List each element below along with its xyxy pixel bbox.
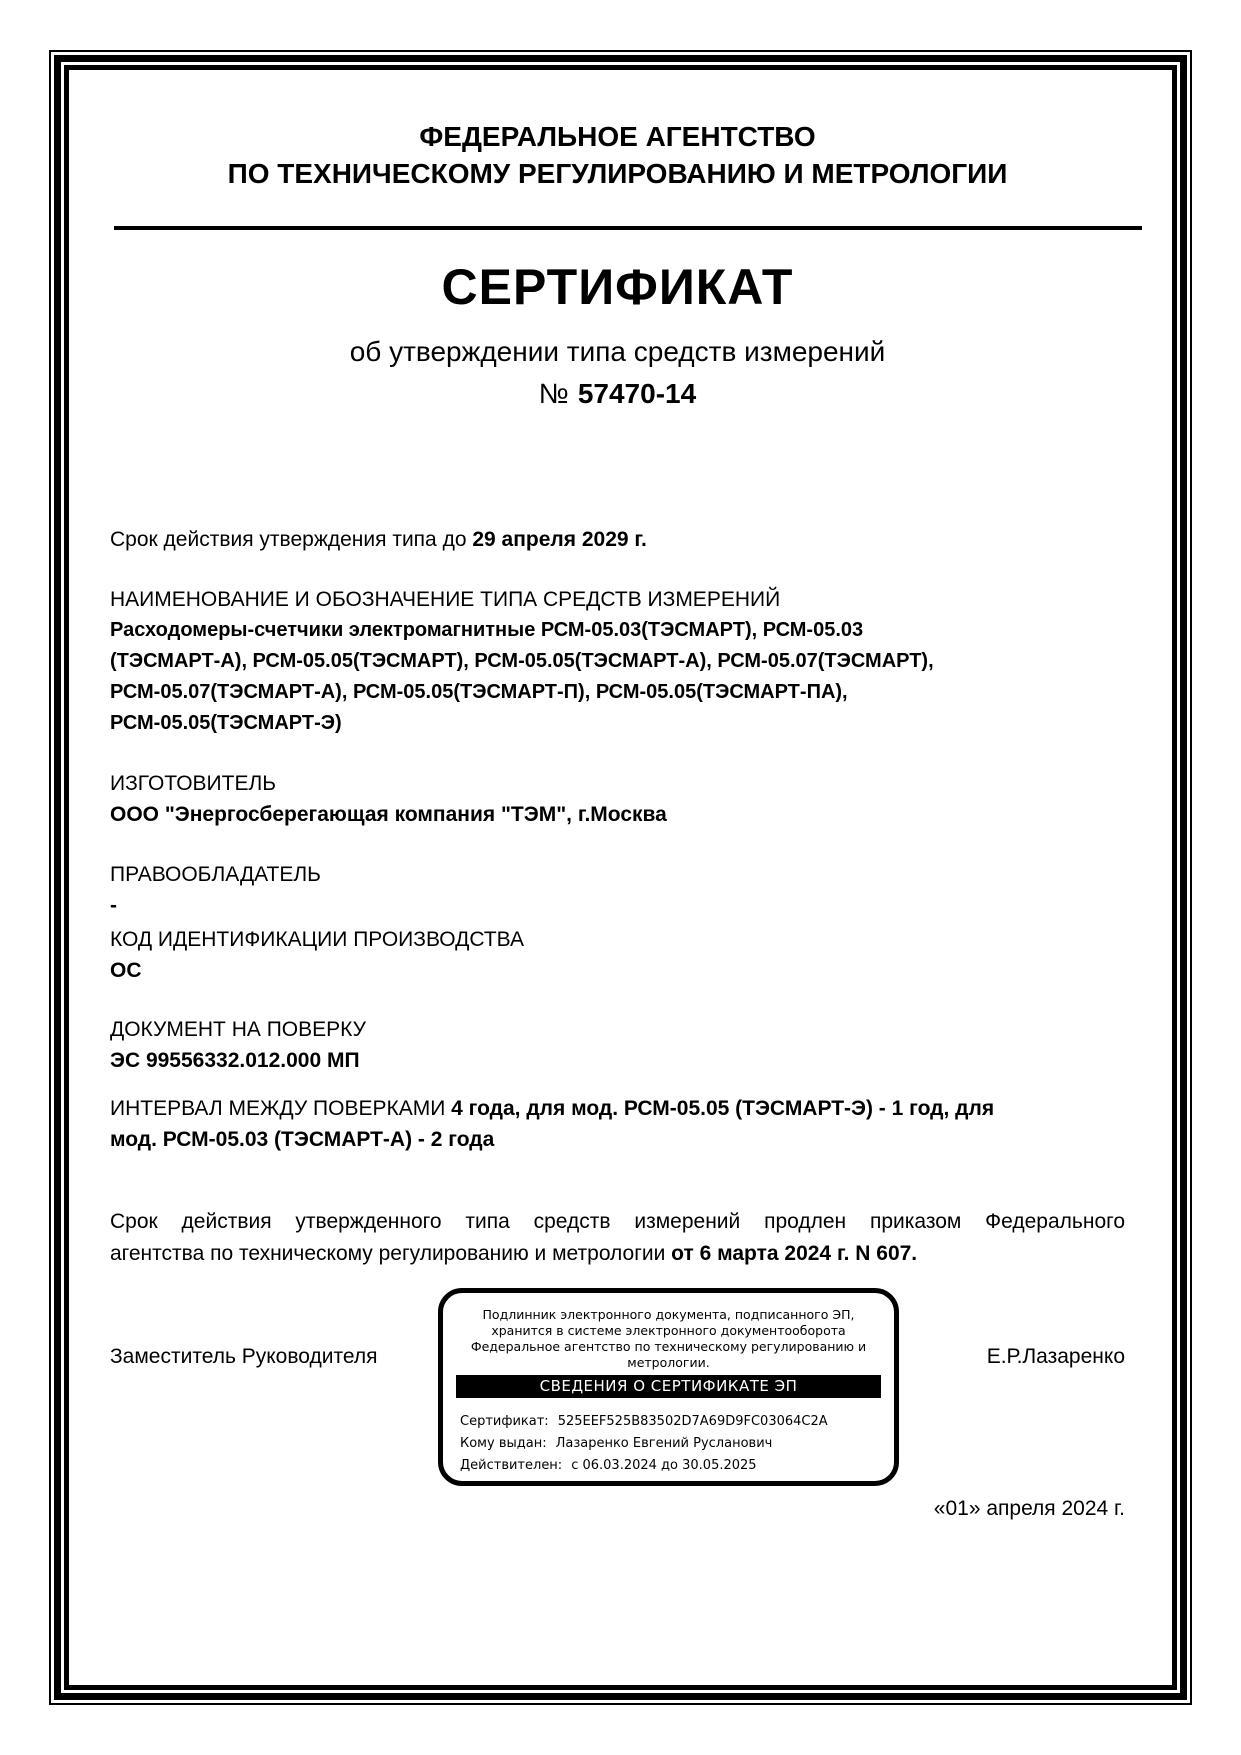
stamp-header-line: Подлинник электронного документа, подписанного ЭП, <box>482 1307 855 1322</box>
validity-value: 29 апреля 2029 г. <box>472 528 647 551</box>
stamp-detail-value: Лазаренко Евгений Русланович <box>555 1436 773 1451</box>
interval-value-line1: 4 года, для мод. РСМ-05.05 (ТЭСМАРТ-Э) - 1 год, для <box>451 1097 995 1120</box>
header-divider <box>114 226 1142 230</box>
document-title: СЕРТИФИКАТ <box>441 259 794 315</box>
stamp-detail-row <box>460 1455 894 1477</box>
verification-doc-label: ДОКУМЕНТ НА ПОВЕРКУ <box>110 1018 366 1041</box>
stamp-detail-label: Действителен: <box>460 1458 563 1473</box>
production-code-value: ОС <box>110 959 142 982</box>
production-code-label: КОД ИДЕНТИФИКАЦИИ ПРОИЗВОДСТВА <box>110 928 524 951</box>
number-sign: № <box>538 378 569 409</box>
name-type-line: (ТЭСМАРТ-А), РСМ-05.05(ТЭСМАРТ), РСМ-05.05(ТЭСМАРТ-А), РСМ-05.07(ТЭСМАРТ), <box>110 650 934 672</box>
name-type-line: РСМ-05.05(ТЭСМАРТ-Э) <box>110 712 342 734</box>
validity-label: Срок действия утверждения типа до <box>110 528 473 551</box>
verification-interval <box>110 1093 1125 1155</box>
number-value: 57470-14 <box>577 378 697 409</box>
signing-date: «01» апреля 2024 г. <box>933 1497 1125 1520</box>
stamp-detail-label: Сертификат: <box>460 1414 549 1429</box>
certificate-number <box>110 378 1125 410</box>
name-type-line: Расходомеры-счетчики электромагнитные РСМ-05.03(ТЭСМАРТ), РСМ-05.03 <box>110 619 864 641</box>
name-type-label: НАИМЕНОВАНИЕ И ОБОЗНАЧЕНИЕ ТИПА СРЕДСТВ ИЗМЕРЕНИЙ <box>110 588 781 611</box>
interval-label: ИНТЕРВАЛ МЕЖДУ ПОВЕРКАМИ <box>110 1097 452 1120</box>
signatory-name: Е.Р.Лазаренко <box>986 1345 1125 1368</box>
signatory-position: Заместитель Руководителя <box>110 1345 378 1368</box>
agency-name-line2: ПО ТЕХНИЧЕСКОМУ РЕГУЛИРОВАНИЮ И МЕТРОЛОГИИ <box>227 158 1008 189</box>
manufacturer-label: ИЗГОТОВИТЕЛЬ <box>110 772 277 795</box>
stamp-detail-row <box>460 1433 894 1455</box>
prolongation-line2-text: агентства по техническому регулированию и метрологии <box>110 1242 672 1265</box>
stamp-detail-label: Кому выдан: <box>460 1436 547 1451</box>
stamp-details <box>460 1411 894 1477</box>
stamp-detail-value: с 06.03.2024 до 30.05.2025 <box>571 1458 757 1473</box>
name-type-line: РСМ-05.07(ТЭСМАРТ-А), РСМ-05.05(ТЭСМАРТ-П), РСМ-05.05(ТЭСМАРТ-ПА), <box>110 681 848 703</box>
name-type-value <box>110 615 1125 739</box>
agency-name-line1: ФЕДЕРАЛЬНОЕ АГЕНТСТВО <box>419 121 816 152</box>
prolongation-line1: Срок действия утвержденного типа средств измерений продлен приказом Федерального <box>110 1210 1125 1233</box>
verification-doc-value: ЭС 99556332.012.000 МП <box>110 1049 360 1072</box>
interval-value-line2: мод. РСМ-05.03 (ТЭСМАРТ-А) - 2 года <box>110 1128 495 1151</box>
rights-holder-value: - <box>110 894 117 917</box>
prolongation-line2 <box>110 1238 1125 1270</box>
manufacturer-value: ООО "Энергосберегающая компания "ТЭМ", г.Москва <box>110 803 667 826</box>
rights-holder-label: ПРАВООБЛАДАТЕЛЬ <box>110 863 321 886</box>
stamp-header-line: метрологии. <box>627 1355 710 1370</box>
agency-header <box>110 118 1125 192</box>
prolongation-paragraph <box>110 1206 1125 1270</box>
prolongation-order-ref: от 6 марта 2024 г. N 607. <box>671 1242 918 1265</box>
document-subtitle: об утверждении типа средств измерений <box>349 336 886 367</box>
stamp-detail-row <box>460 1411 894 1433</box>
electronic-signature-stamp <box>438 1288 899 1486</box>
validity-line <box>110 524 1125 555</box>
stamp-detail-value: 525EEF525B83502D7A69D9FC03064C2A <box>557 1414 828 1429</box>
stamp-header-line: Федеральное агентство по техническому регулированию и <box>470 1339 867 1354</box>
stamp-bar-title: СВЕДЕНИЯ О СЕРТИФИКАТЕ ЭП <box>456 1375 881 1398</box>
stamp-header-line: хранится в системе электронного документооборота <box>491 1323 846 1338</box>
